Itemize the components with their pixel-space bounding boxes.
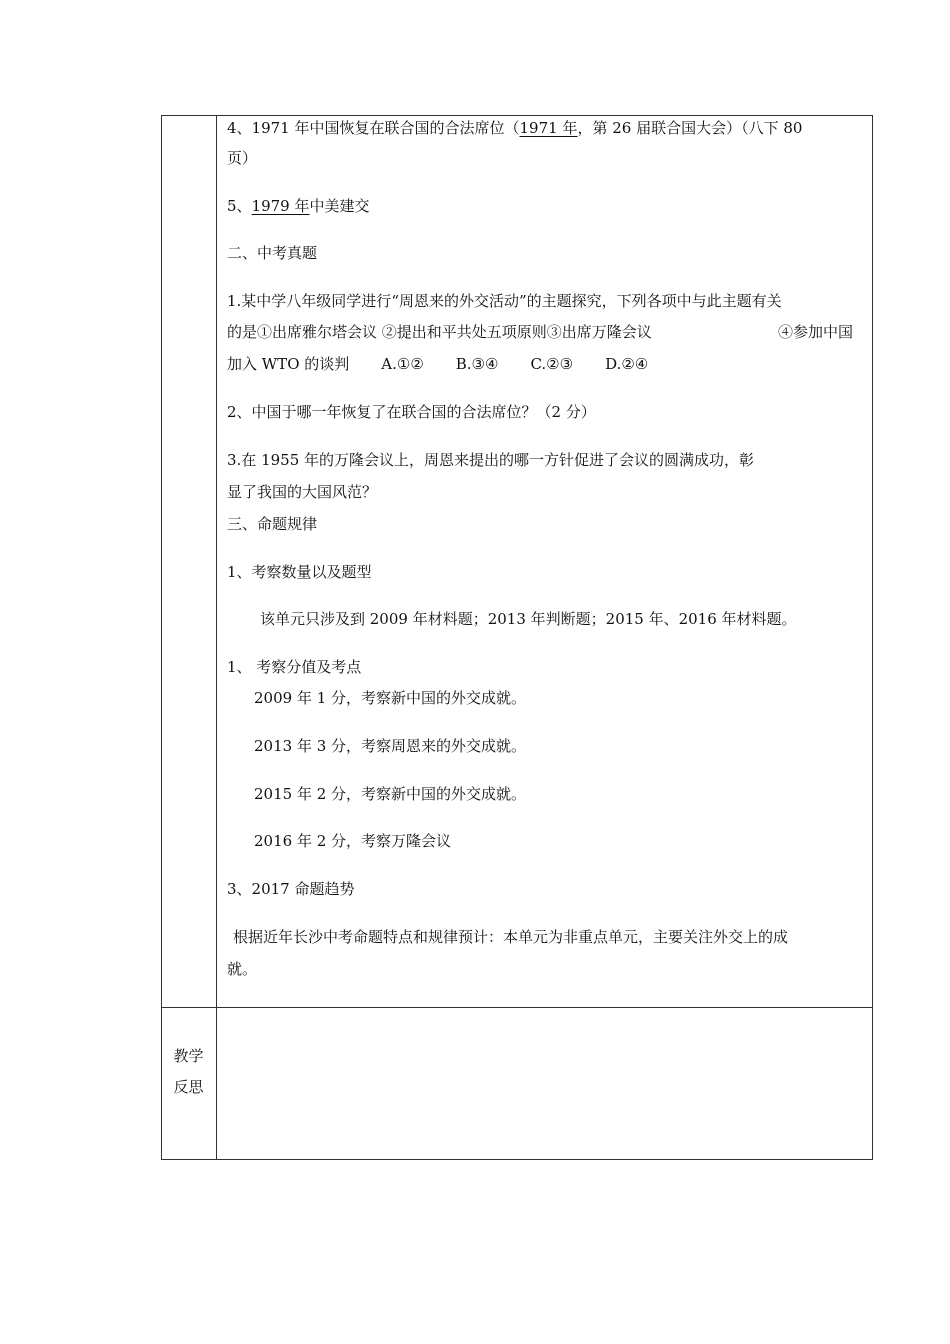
item-4-underlined-year: 1971 年: [519, 119, 578, 137]
rules-point-4: 2016 年 2 分，考察万隆会议: [254, 832, 452, 850]
item-4-continued: 页）: [227, 149, 258, 167]
rules-sub-3: 3、2017 命题趋势: [227, 880, 355, 898]
question-1-line-1: 1.某中学八年级同学进行“周恩来的外交活动”的主题探究，下列各项中与此主题有关: [227, 292, 782, 310]
question-2: 2、中国于哪一年恢复了在联合国的合法席位？（2 分）: [227, 403, 596, 421]
option-c: C.②③: [530, 355, 574, 373]
question-3-line-2: 显了我国的大国风范？: [227, 483, 378, 501]
option-d: D.②④: [605, 355, 649, 373]
reflection-label-line-2: 反思: [173, 1078, 204, 1096]
rules-sub-3-line-2: 就。: [227, 960, 258, 978]
question-3-line-1: 3.在 1955 年的万隆会议上，周恩来提出的哪一方针促进了会议的圆满成功，彰: [227, 451, 755, 469]
reflection-label-line-1: 教学: [173, 1047, 204, 1065]
rules-sub-1: 1、考察数量以及题型: [227, 563, 372, 581]
item-5-line: 5、1979 年中美建交: [227, 197, 370, 215]
item-5-underlined-year: 1979 年: [251, 197, 310, 215]
column-divider: [216, 116, 217, 1159]
rules-sub-2: 1、 考察分值及考点: [227, 658, 362, 676]
rules-point-3: 2015 年 2 分，考察新中国的外交成就。: [254, 785, 527, 803]
option-b: B.③④: [455, 355, 499, 373]
question-1-line-3: 加入 WTO 的谈判 A.①② B.③④ C.②③ D.②④: [227, 355, 649, 373]
rules-sub-1-text: 该单元只涉及到 2009 年材料题；2013 年判断题；2015 年、2016 年材料题。: [260, 610, 797, 628]
option-a: A.①②: [381, 355, 424, 373]
question-1-line-2: 的是①出席雅尔塔会议 ②提出和平共处五项原则③出席万隆会议: [227, 323, 652, 341]
rules-point-2: 2013 年 3 分，考察周恩来的外交成就。: [254, 737, 527, 755]
rules-point-1: 2009 年 1 分，考察新中国的外交成就。: [254, 689, 527, 707]
rules-heading: 三、命题规律: [227, 515, 318, 533]
item-4-line: 4、1971 年中国恢复在联合国的合法席位（1971 年，第 26 届联合国大会）（八下 80: [227, 119, 803, 137]
row-divider: [162, 1007, 872, 1008]
lesson-table: [161, 115, 873, 1160]
rules-sub-3-line-1: 根据近年长沙中考命题特点和规律预计：本单元为非重点单元，主要关注外交上的成: [233, 928, 789, 946]
exam-heading: 二、中考真题: [227, 244, 318, 262]
question-1-line-2-end: ④参加中国: [778, 323, 854, 341]
